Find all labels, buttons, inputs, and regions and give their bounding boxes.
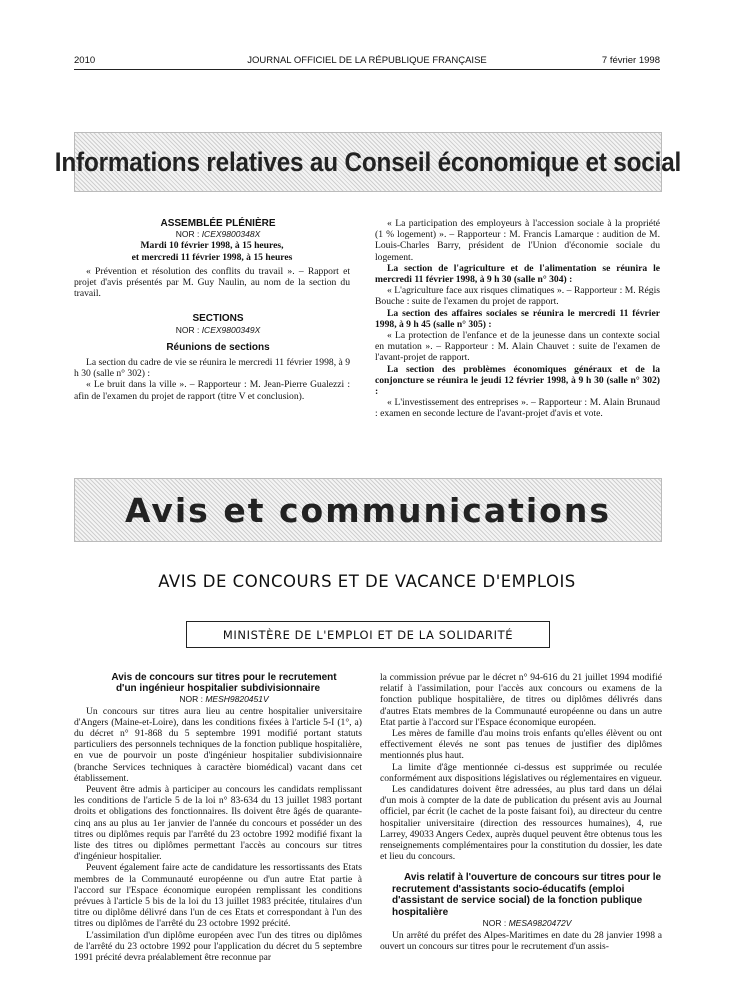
assemblee-text: « Prévention et résolution des conflits du travail ». – Rapport et projet d'avis présentés par M. Guy Naulin, au nom de la section du travail. xyxy=(74,265,350,300)
section-banner-title-avis: Avis et communications xyxy=(125,490,611,530)
avis1-p1: Un concours sur titres aura lieu au centre hospitalier universitaire d'Angers (Maine-et-Loire), dans les conditions fixées à l'article 5-I (1°, a) du décret n° 91-868 du 5 septembre 1991 modifié portant statuts particuliers des personnels techniques de la fonction publique hospitalière, en vue de pourvoir un poste d'ingénieur hospitalier subdivisionnaire (branche Services techniques à caractère biomédical) vacant dans cet établissement. xyxy=(74,705,362,784)
issue-date: 7 février 1998 xyxy=(601,55,660,66)
avis1-title: Avis de concours sur titres pour le recrutement d'un ingénieur hospitalier subdivisionnaire xyxy=(111,672,337,695)
sections-heading: SECTIONS xyxy=(192,313,244,325)
sections-nor: NOR : ICEX9800349X xyxy=(175,324,261,335)
avis-subtitle: AVIS DE CONCOURS ET DE VACANCE D'EMPLOIS xyxy=(158,572,576,591)
sections-subheading: Réunions de sections xyxy=(166,341,270,353)
ces-right-p7: « L'investissement des entreprises ». – Rapporteur : M. Alain Brunaud : examen en seconde lecture de l'avant-projet d'avis et vote. xyxy=(375,397,660,420)
avis1-p3: Peuvent également faire acte de candidature les ressortissants des Etats membres de la Communauté européenne ou d'un autre Etat partie à l'accord sur l'Espace économique européen remplissant les conditions prévues à l'article 5 bis de la loi du 13 juillet 1983 précitée, titulaires d'un titre ou diplôme délivré dans l'un de ces Etats et correspondant à l'un des titres ou diplômes de l'arrêté du 23 octobre 1992 précité. xyxy=(74,862,362,930)
assemblee-heading: ASSEMBLÉE PLÉNIÈRE xyxy=(160,218,276,229)
avis1-p5: la commission prévue par le décret n° 94-616 du 21 juillet 1994 modifié relatif à l'assimilation, pour l'accès aux concours ou examens de la fonction publique hospitalière, de titres ou diplômes délivrés dans d'autres Etats membres de la Communauté européenne ou dans un autre Etat partie à l'accord sur l'Espace économique européen. xyxy=(380,672,662,728)
page-number: 2010 xyxy=(74,55,96,66)
sections-p2: « Le bruit dans la ville ». – Rapporteur : M. Jean-Pierre Gualezzi : afin de l'examen du projet de rapport (titre V et conclusion). xyxy=(74,379,350,402)
avis2-p1: Un arrêté du préfet des Alpes-Maritimes en date du 28 janvier 1998 a ouvert un concours sur titres pour le recrutement d'un assis- xyxy=(380,929,662,952)
avis1-nor: NOR : MESH9820451V xyxy=(179,694,269,705)
sections-p1: La section du cadre de vie se réunira le mercredi 11 février 1998, à 9 h 30 (salle n° 302) : xyxy=(74,357,350,380)
header-rule xyxy=(74,69,660,70)
section-banner-title: Informations relatives au Conseil économique et social xyxy=(54,146,682,177)
assemblee-date-2: et mercredi 11 février 1998, à 15 heures xyxy=(131,251,293,263)
section-banner-avis xyxy=(74,478,662,542)
ces-left-column xyxy=(74,218,350,402)
ministry-box xyxy=(186,621,550,648)
ces-right-p4: La section des affaires sociales se réunira le mercredi 11 février 1998, à 9 h 45 (salle n° 305) : xyxy=(375,307,660,330)
avis-right-column xyxy=(380,672,662,952)
avis1-p4: L'assimilation d'un diplôme européen avec l'un des titres ou diplômes de l'arrêté du 23 octobre 1992 pour l'application du décret du 5 septembre 1991 précité devra préalablement être reconnue par xyxy=(74,929,362,964)
ces-right-p5: « La protection de l'enfance et de la jeunesse dans un contexte social en mutation ». – Rapporteur : M. Alain Chauvet : suite de l'examen de l'avant-projet de rapport. xyxy=(375,330,660,364)
avis-left-column xyxy=(74,672,362,963)
ces-right-p2: La section de l'agriculture et de l'alimentation se réunira le mercredi 11 février 1998, à 9 h 30 (salle n° 304) : xyxy=(375,262,660,286)
avis2-nor: NOR : MESA9820472V xyxy=(482,918,572,929)
assemblee-date-1: Mardi 10 février 1998, à 15 heures, xyxy=(140,240,284,252)
section-banner-ces xyxy=(54,132,682,192)
avis1-p8: Les candidatures doivent être adressées, au plus tard dans un délai d'un mois à compter de la date de publication du présent avis au Journal officiel, par écrit (le cachet de la poste faisant foi), au directeur du centre hospitalier universitaire (direction des ressources humaines), 4, rue Larrey, 49033 Angers Cedex, auprès duquel peuvent être obtenus tous les renseignements complémentaires pour la constitution du dossier, les date et lieu du concours. xyxy=(380,784,662,863)
ces-right-column xyxy=(375,218,660,420)
journal-title: JOURNAL OFFICIEL DE LA RÉPUBLIQUE FRANÇAISE xyxy=(247,55,487,66)
ces-right-p3: « L'agriculture face aux risques climatiques ». – Rapporteur : M. Régis Bouche : suite de l'examen du projet de rapport. xyxy=(375,285,660,308)
avis1-p2: Peuvent être admis à participer au concours les candidats remplissant les conditions de l'article 5 de la loi n° 83-634 du 13 juillet 1983 portant droits et obligations des fonctionnaires. Ils doivent être âgés de quarante-cinq ans au plus au 1er janvier de l'année du concours et posséder un des titres ou diplômes requis par l'arrêté du 23 octobre 1992 modifié fixant la liste des titres ou diplômes permettant l'accès au concours sur titres d'ingénieur hospitalier. xyxy=(74,784,362,863)
avis1-p6: Les mères de famille d'au moins trois enfants qu'elles élèvent ou ont effectivement élevés ne sont pas tenues de justifier des diplômes mentionnés plus haut. xyxy=(380,728,662,762)
avis2-title: Avis relatif à l'ouverture de concours sur titres pour le recrutement d'assistants socio-éducatifs (emploi d'assistant de service social) de la fonction publique hospitalière xyxy=(392,872,662,918)
ces-right-p6: La section des problèmes économiques généraux et de la conjoncture se réunira le jeudi 12 février 1998, à 9 h 30 (salle n° 302) : xyxy=(375,363,660,398)
assemblee-nor: NOR : ICEX9800348X xyxy=(175,229,261,240)
ces-right-p1: « La participation des employeurs à l'accession sociale à la propriété (1 % logement) ». – Rapporteur : M. Francis Lamarque : audition de M. Louis-Charles Barry, président de l'Union d'économie sociale du logement. xyxy=(375,218,660,263)
avis1-p7: La limite d'âge mentionnée ci-dessus est supprimée ou reculée conformément aux dispositions législatives ou réglementaires en vigueur. xyxy=(380,761,662,784)
page-header xyxy=(74,55,660,69)
ministry-name: MINISTÈRE DE L'EMPLOI ET DE LA SOLIDARITÉ xyxy=(222,627,514,642)
